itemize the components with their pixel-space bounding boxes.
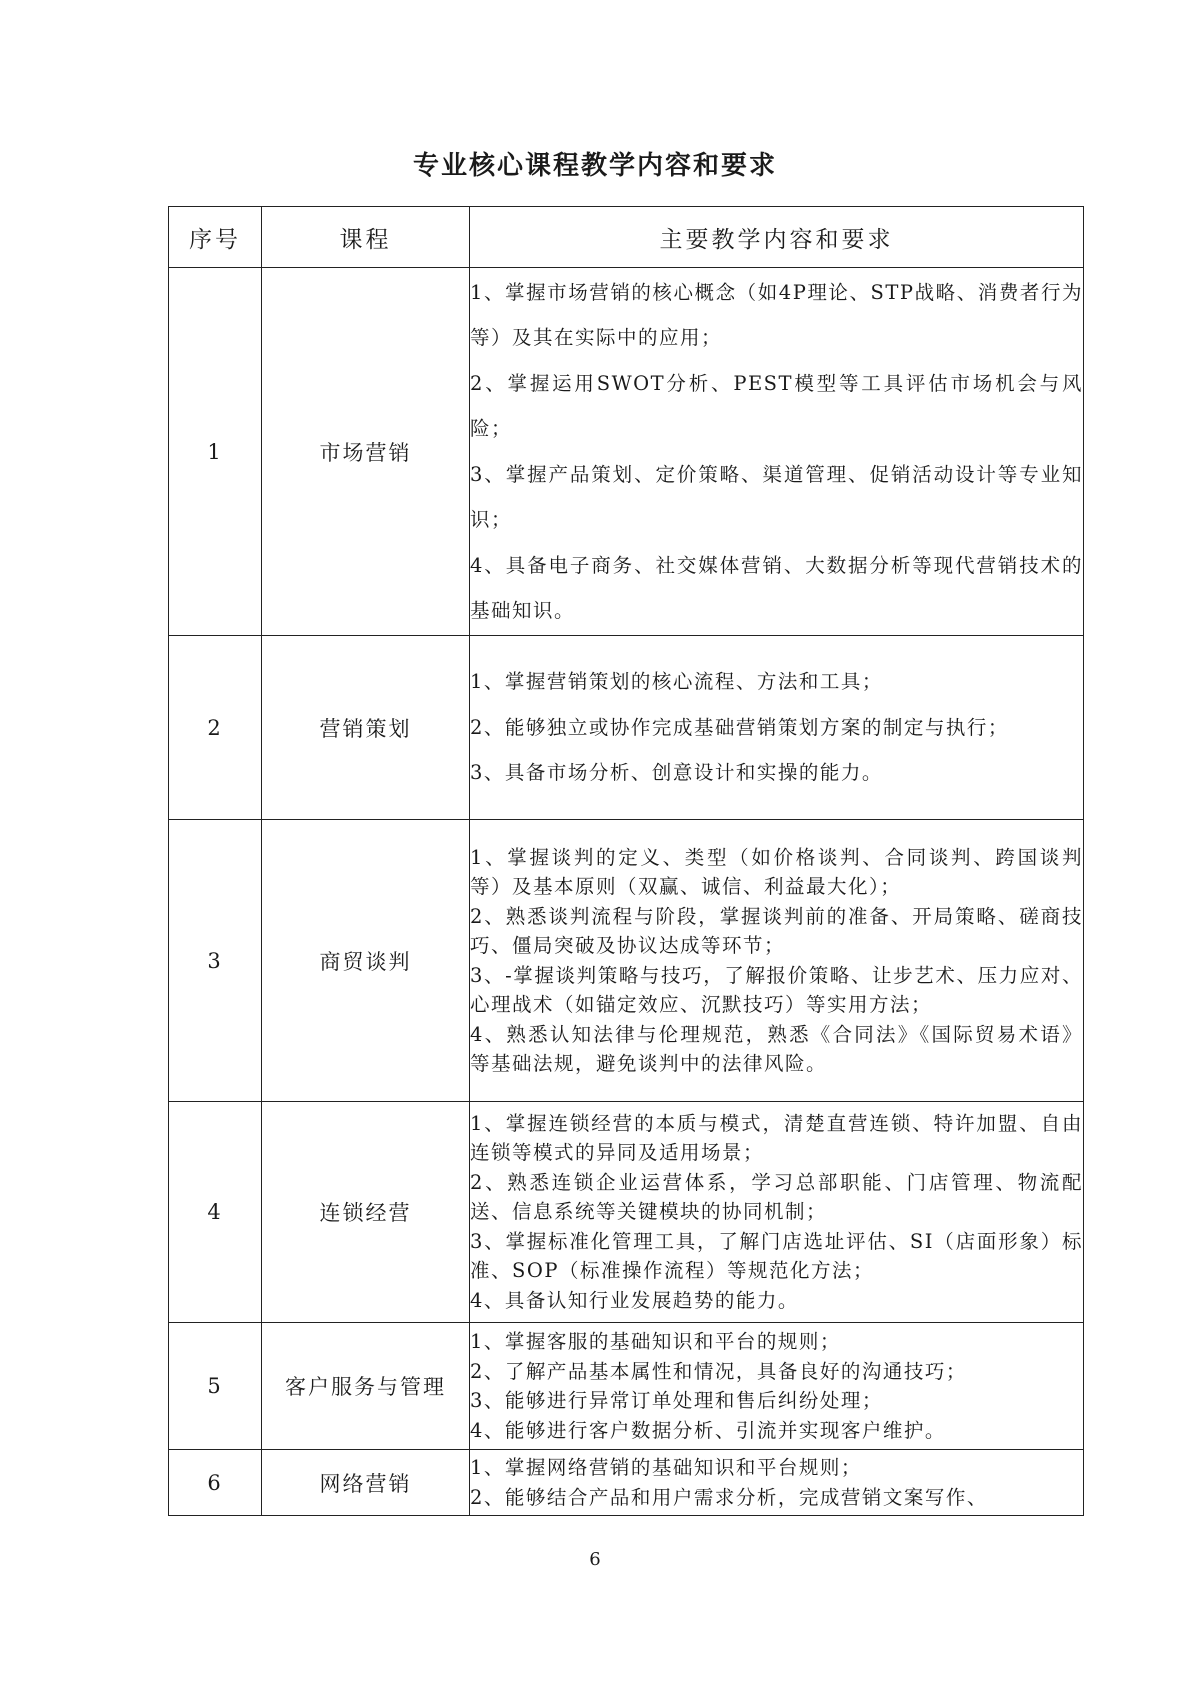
row-seq: 6 — [169, 1450, 262, 1516]
content-item: 4、具备电子商务、社交媒体营销、大数据分析等现代营销技术的基础知识。 — [470, 553, 1083, 622]
content-item: 1、掌握连锁经营的本质与模式，清楚直营连锁、特许加盟、自由连锁等模式的异同及适用场景； — [470, 1111, 1083, 1165]
row-content — [470, 1450, 1084, 1516]
content-item: 3、-掌握谈判策略与技巧，了解报价策略、让步艺术、压力应对、心理战术（如锚定效应、沉默技巧）等实用方法； — [470, 963, 1083, 1016]
content-item: 2、掌握运用SWOT分析、PEST模型等工具评估市场机会与风险； — [470, 371, 1083, 440]
row-course: 客户服务与管理 — [262, 1323, 470, 1450]
content-item: 4、能够进行客户数据分析、引流并实现客户维护。 — [470, 1418, 946, 1442]
row-seq: 2 — [169, 636, 262, 820]
content-item: 3、掌握标准化管理工具，了解门店选址评估、SI（店面形象）标准、SOP（标准操作流程）等规范化方法； — [470, 1229, 1083, 1283]
table-row — [169, 268, 1084, 636]
header-content: 主要教学内容和要求 — [470, 207, 1084, 268]
row-seq: 4 — [169, 1102, 262, 1323]
row-seq: 3 — [169, 820, 262, 1102]
header-seq: 序号 — [169, 207, 262, 268]
content-item: 3、具备市场分析、创意设计和实操的能力。 — [470, 761, 883, 785]
row-course: 市场营销 — [262, 268, 470, 636]
course-table — [168, 206, 1084, 1516]
row-content — [470, 820, 1084, 1102]
content-item: 2、了解产品基本属性和情况，具备良好的沟通技巧； — [470, 1359, 967, 1383]
table-header-row — [169, 207, 1084, 268]
table-row — [169, 636, 1084, 820]
content-item: 1、掌握客服的基础知识和平台的规则； — [470, 1330, 841, 1353]
row-content — [470, 636, 1084, 820]
content-item: 1、掌握谈判的定义、类型（如价格谈判、合同谈判、跨国谈判等）及基本原则（双赢、诚信、利益最大化）； — [470, 845, 1083, 898]
table-row — [169, 1102, 1084, 1323]
content-item: 2、熟悉谈判流程与阶段，掌握谈判前的准备、开局策略、磋商技巧、僵局突破及协议达成等环节； — [470, 904, 1083, 957]
table-row — [169, 1450, 1084, 1516]
page-title: 专业核心课程教学内容和要求 — [412, 151, 777, 181]
row-course: 营销策划 — [262, 636, 470, 820]
row-content — [470, 1102, 1084, 1323]
row-course: 网络营销 — [262, 1450, 470, 1516]
content-item: 1、掌握网络营销的基础知识和平台规则； — [470, 1456, 862, 1479]
page-number: 6 — [589, 1549, 601, 1570]
row-course: 连锁经营 — [262, 1102, 470, 1323]
row-content — [470, 268, 1084, 636]
content-item: 1、掌握市场营销的核心概念（如4P理论、STP战略、消费者行为等）及其在实际中的应用； — [470, 280, 1083, 349]
content-item: 3、掌握产品策划、定价策略、渠道管理、促销活动设计等专业知识； — [470, 462, 1083, 531]
row-course: 商贸谈判 — [262, 820, 470, 1102]
content-item: 4、熟悉认知法律与伦理规范，熟悉《合同法》《国际贸易术语》等基础法规，避免谈判中的法律风险。 — [470, 1022, 1083, 1075]
content-item: 2、能够独立或协作完成基础营销策划方案的制定与执行； — [470, 715, 1009, 739]
header-course: 课程 — [262, 207, 470, 268]
row-content — [470, 1323, 1084, 1450]
content-item: 4、具备认知行业发展趋势的能力。 — [470, 1288, 799, 1312]
content-item: 2、熟悉连锁企业运营体系，学习总部职能、门店管理、物流配送、信息系统等关键模块的协同机制； — [470, 1170, 1083, 1224]
row-seq: 1 — [169, 268, 262, 636]
content-item: 3、能够进行异常订单处理和售后纠纷处理； — [470, 1389, 883, 1412]
table-row — [169, 820, 1084, 1102]
table-row — [169, 1323, 1084, 1450]
content-item: 2、能够结合产品和用户需求分析，完成营销文案写作、 — [470, 1485, 988, 1509]
content-item: 1、掌握营销策划的核心流程、方法和工具； — [470, 670, 883, 694]
row-seq: 5 — [169, 1323, 262, 1450]
